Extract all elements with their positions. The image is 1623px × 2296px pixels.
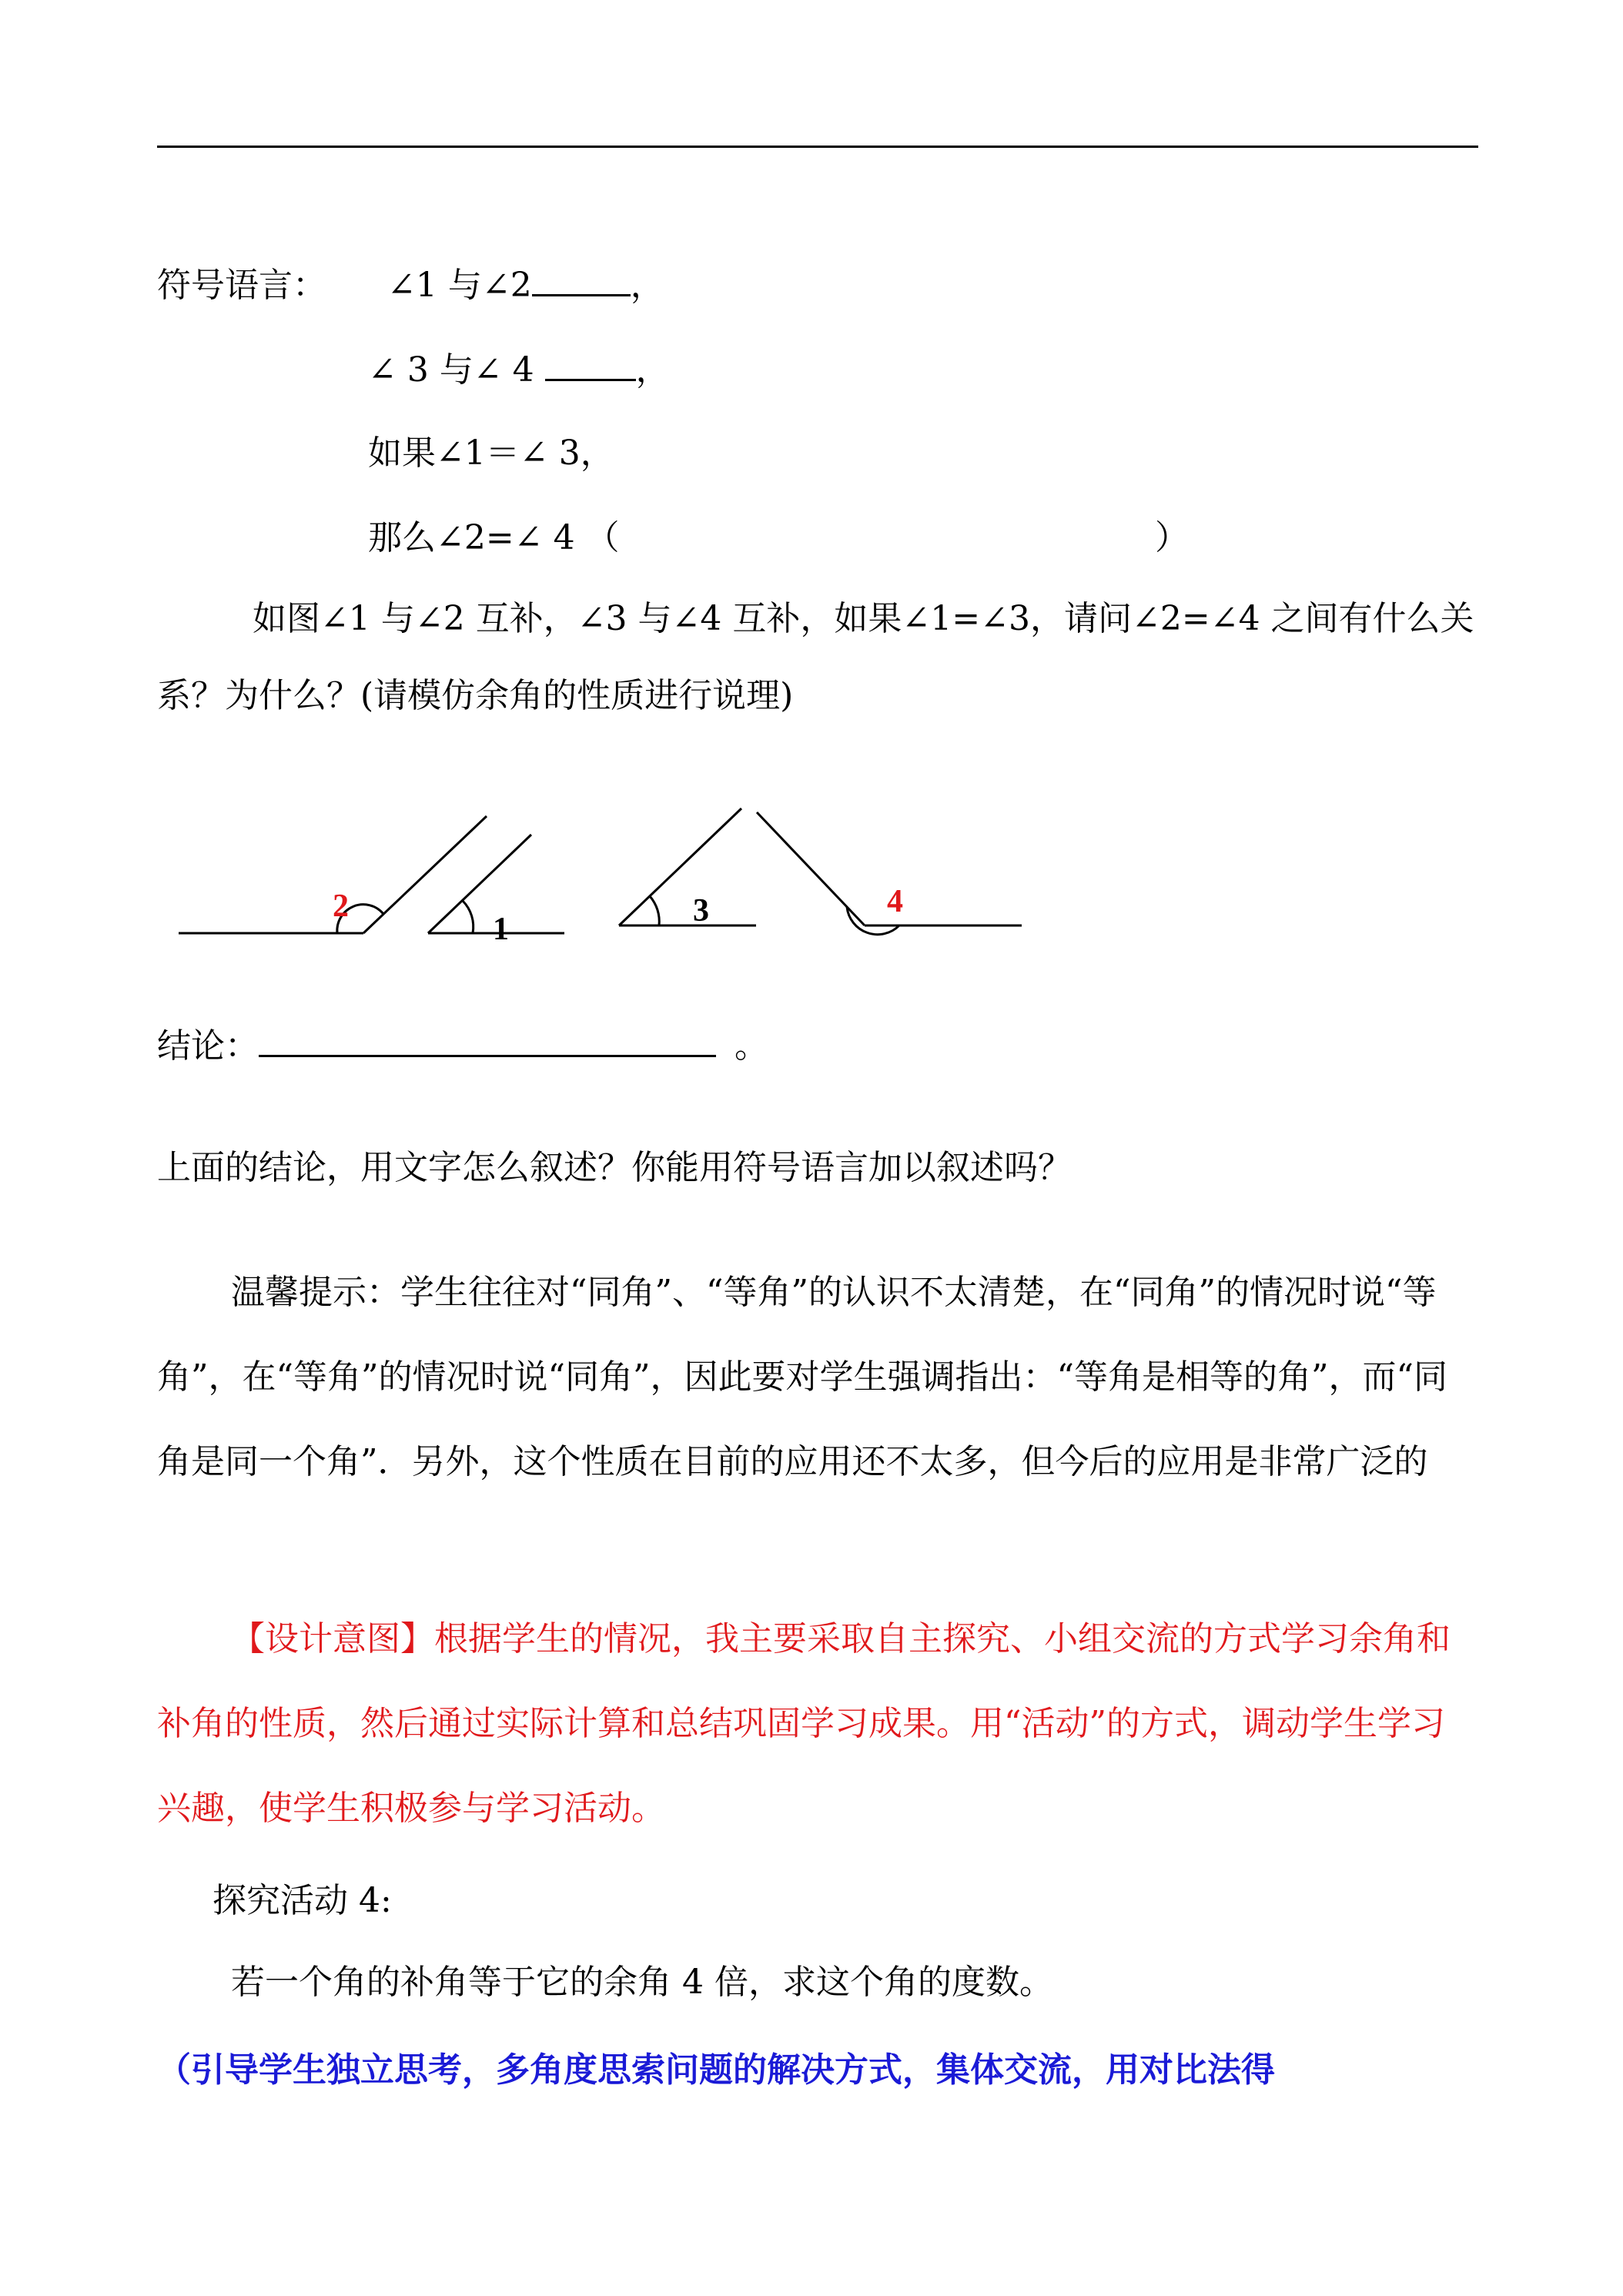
angle-3-arc [650, 896, 659, 925]
symbolic-line-1 [387, 257, 664, 306]
conclusion-line [157, 1018, 768, 1067]
angle-label-1: 1 [493, 912, 509, 947]
symbolic-line-1-end: ， [630, 266, 664, 305]
angle-label-2: 2 [333, 889, 349, 924]
angle-4-arm [757, 812, 865, 925]
activity-problem: 若一个角的补角等于它的余角 4 倍，求这个角的度数。 [231, 1963, 1053, 2002]
angle-3-arm [619, 808, 741, 925]
symbolic-line-2 [368, 342, 670, 391]
symbolic-line-2-text: ∠ 3 与∠ 4 [368, 350, 545, 390]
answer-blank [532, 294, 631, 296]
conclusion-blank [259, 1055, 716, 1057]
header-rule [157, 146, 1478, 148]
tip-paragraph: 温馨提示：学生往往对“同角”、“等角”的认识不太清楚，在“同角”的情况时说“等角”，在“等角”的情况时说“同角”，因此要对学生强调指出：“等角是相等的角”，而“同角是同一个角”．另外，这个性质在目前的应用还不太多，但今后的应用是非常广泛的 [157, 1273, 1447, 1481]
question-paragraph: 如图∠1 与∠2 互补，∠3 与∠4 互补，如果∠1=∠3，请问∠2=∠4 之间有什么关系？为什么？(请模仿余角的性质进行说理) [157, 599, 1474, 715]
follow-up-question: 上面的结论，用文字怎么叙述？你能用符号语言加以叙述吗？ [157, 1148, 1072, 1187]
symbolic-line-2-end: ， [635, 350, 670, 390]
activity-guide: （引导学生独立思考，多角度思索问题的解决方式，集体交流，用对比法得 [157, 2050, 1275, 2090]
symbolic-line-4-start: 那么∠2=∠ 4 （ [368, 518, 620, 557]
symbolic-line-4-end: ） [1155, 518, 1189, 557]
conclusion-label: 结论： [157, 1026, 259, 1066]
angle-label-4: 4 [887, 884, 903, 919]
symbolic-line-1-text: ∠1 与∠2 [387, 266, 532, 305]
symbolic-label: 符号语言： [157, 266, 326, 305]
angle-2-arm [363, 816, 487, 933]
symbolic-line-3: 如果∠1＝∠ 3， [368, 433, 614, 473]
angle-1-arc [463, 901, 474, 933]
activity-title: 探究活动 4: [212, 1881, 392, 1920]
answer-blank [545, 379, 636, 381]
angle-1-arm [428, 835, 531, 933]
angle-label-3: 3 [693, 893, 709, 929]
design-intent-paragraph: 【设计意图】根据学生的情况，我主要采取自主探究、小组交流的方式学习余角和补角的性质，然后通过实际计算和总结巩固学习成果。用“活动”的方式，调动学生学习兴趣，使学生积极参与学习活动。 [157, 1619, 1451, 1828]
angle-figure [0, 793, 1623, 978]
conclusion-end: 。 [735, 1026, 768, 1066]
